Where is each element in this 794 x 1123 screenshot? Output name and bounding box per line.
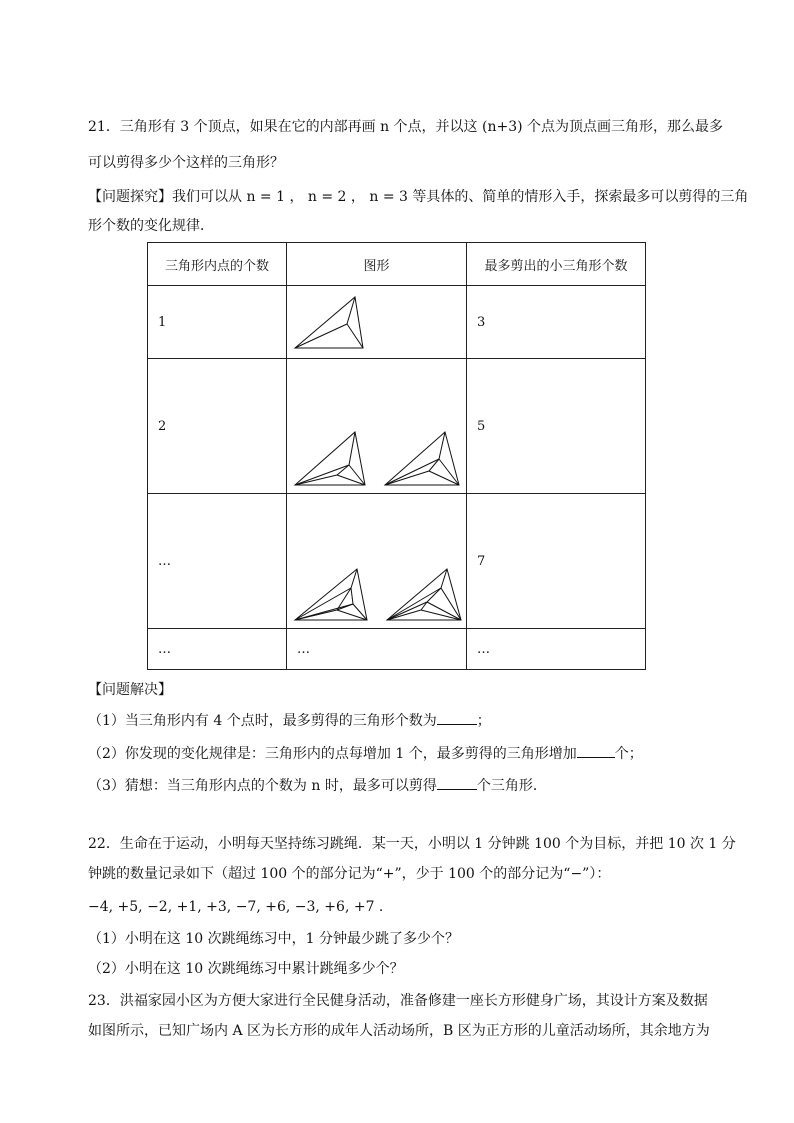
cell-count: 3 — [467, 286, 646, 359]
header-figure: 图形 — [287, 243, 467, 286]
triangle-table — [147, 242, 646, 670]
q23-line1: 23．洪福家园小区为方便大家进行全民健身活动，准备修建一座长方形健身广场，其设计方案及数据 — [88, 993, 708, 1009]
q23-line2: 如图所示，已知广场内 A 区为长方形的成年人活动场所，B 区为正方形的儿童活动场所，其余地方为 — [88, 1023, 710, 1039]
q21-sub3: （3）猜想：当三角形内点的个数为 n 时，最多可以剪得 个三角形． — [88, 774, 547, 796]
q21-explore-line2: 形个数的变化规律． — [88, 218, 214, 234]
table-header-row — [148, 243, 646, 286]
cell-count: 7 — [467, 494, 646, 629]
triangle-one-point-figure — [293, 294, 365, 352]
q22-sub2: （2）小明在这 10 次跳绳练习中累计跳绳多少个？ — [88, 961, 404, 977]
cell-figure: … — [287, 629, 467, 670]
triangle-two-points-figure-a — [293, 429, 373, 489]
q21-line1: 21．三角形有 3 个顶点，如果在它的内部再画 n 个点，并以这 (n+3) 个点为顶点画三角形，那么最多 — [88, 119, 724, 135]
answer-blank-1[interactable] — [437, 709, 477, 725]
triangle-two-points-figure-b — [383, 429, 463, 489]
cell-count: 5 — [467, 359, 646, 494]
cell-points: … — [148, 629, 287, 670]
cell-points: 1 — [148, 286, 287, 359]
q21-solve-title: 【问题解决】 — [88, 682, 172, 698]
answer-blank-2[interactable] — [577, 742, 615, 758]
cell-points: 2 — [148, 359, 287, 494]
q22-line2: 钟跳的数量记录如下（超过 100 个的部分记为“+”，少于 100 个的部分记为“−”）： — [88, 866, 611, 882]
table-row — [148, 286, 646, 359]
cell-figure — [287, 286, 467, 359]
table-row — [148, 629, 646, 670]
cell-figure — [287, 494, 467, 629]
q21-explore-line1: 【问题探究】我们可以从 n = 1 ， n = 2 ， n = 3 等具体的、简单的情形入手，探索最多可以剪得的三角 — [88, 189, 749, 205]
q21-line2: 可以剪得多少个这样的三角形？ — [88, 155, 284, 171]
table-row — [148, 494, 646, 629]
q22-line1: 22．生命在于运动，小明每天坚持练习跳绳．某一天，小明以 1 分钟跳 100 个为目标，并把 10 次 1 分 — [88, 836, 736, 852]
triangle-three-points-figure-b — [385, 566, 465, 624]
q22-sub1: （1）小明在这 10 次跳绳练习中，1 分钟最少跳了多少个？ — [88, 931, 459, 947]
q21-sub2: （2）你发现的变化规律是：三角形内的点每增加 1 个，最多剪得的三角形增加 个； — [88, 742, 643, 764]
cell-points: … — [148, 494, 287, 629]
q21-sub1: （1）当三角形内有 4 个点时，最多剪得的三角形个数为 ； — [88, 709, 491, 731]
answer-blank-3[interactable] — [437, 774, 477, 790]
q22-records: −4, +5, −2, +1, +3, −7, +6, −3, +6, +7 . — [88, 899, 384, 915]
header-points: 三角形内点的个数 — [148, 243, 287, 286]
cell-count: … — [467, 629, 646, 670]
triangle-three-points-figure-a — [293, 566, 373, 624]
cell-figure — [287, 359, 467, 494]
table-row — [148, 359, 646, 494]
header-count: 最多剪出的小三角形个数 — [467, 243, 646, 286]
